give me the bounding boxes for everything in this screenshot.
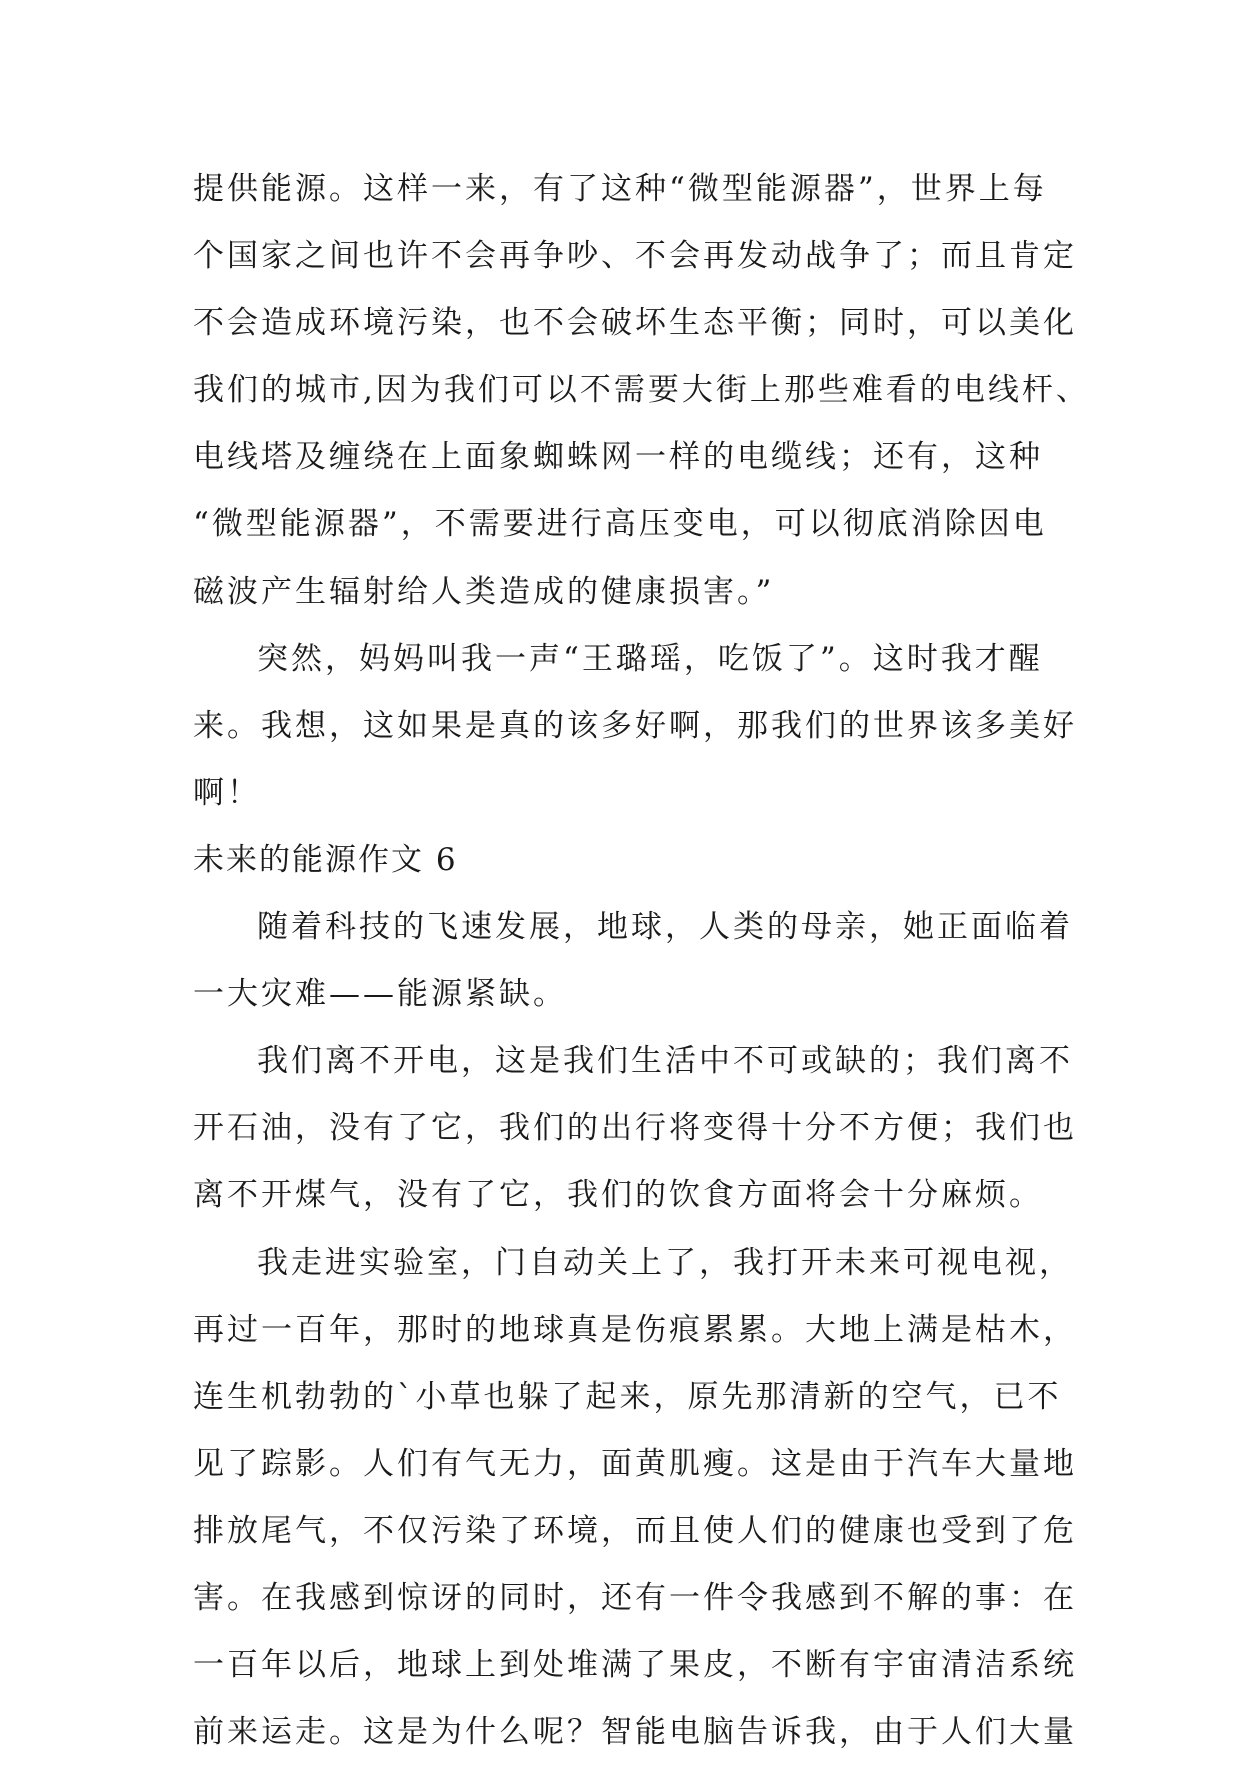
text-line: 连生机勃勃的`小草也躲了起来，原先那清新的空气，已不 (193, 1378, 1062, 1415)
text-line: “微型能源器”，不需要进行高压变电，可以彻底消除因电 (193, 506, 1047, 543)
text-line: 提供能源。这样一来，有了这种“微型能源器”，世界上每 (193, 171, 1047, 207)
paragraph-first-line: 我走进实验室，门自动关上了，我打开未来可视电视， (257, 1244, 1073, 1281)
text-line: 磁波产生辐射给人类造成的健康损害。” (193, 573, 775, 610)
paragraph-first-line: 随着科技的飞速发展，地球，人类的母亲，她正面临着 (257, 909, 1073, 946)
text-line: 一百年以后，地球上到处堆满了果皮，不断有宇宙清洁系统 (193, 1647, 1077, 1684)
document-body (193, 156, 1090, 1766)
text-line: 啊！ (193, 774, 261, 811)
text-line: 个国家之间也许不会再争吵、不会再发动战争了；而且肯定 (193, 238, 1077, 275)
text-line: 再过一百年，那时的地球真是伤痕累累。大地上满是枯木， (193, 1311, 1077, 1348)
text-line: 来。我想，这如果是真的该多好啊，那我们的世界该多美好 (193, 707, 1077, 744)
text-line: 开石油，没有了它，我们的出行将变得十分不方便；我们也 (193, 1110, 1077, 1147)
text-line: 一大灾难——能源紧缺。 (193, 976, 567, 1013)
text-line: 我们的城市,因为我们可以不需要大街上那些难看的电线杆、 (193, 372, 1090, 409)
text-line: 害。在我感到惊讶的同时，还有一件令我感到不解的事：在 (193, 1579, 1077, 1616)
text-line: 不会造成环境污染，也不会破坏生态平衡；同时，可以美化 (193, 305, 1077, 342)
text-line: 离不开煤气，没有了它，我们的饮食方面将会十分麻烦。 (193, 1177, 1043, 1214)
paragraph-first-line: 我们离不开电，这是我们生活中不可或缺的；我们离不 (257, 1043, 1073, 1080)
text-line: 排放尾气，不仅污染了环境，而且使人们的健康也受到了危 (193, 1512, 1077, 1549)
text-line: 电线塔及缠绕在上面象蜘蛛网一样的电缆线；还有，这种 (193, 439, 1043, 476)
text-line: 前来运走。这是为什么呢？智能电脑告诉我，由于人们大量 (193, 1714, 1077, 1751)
section-heading: 未来的能源作文 6 (193, 841, 458, 878)
paragraph-first-line: 突然，妈妈叫我一声“王璐瑶，吃饭了”。这时我才醒 (257, 640, 1043, 677)
text-line: 见了踪影。人们有气无力，面黄肌瘦。这是由于汽车大量地 (193, 1445, 1077, 1482)
